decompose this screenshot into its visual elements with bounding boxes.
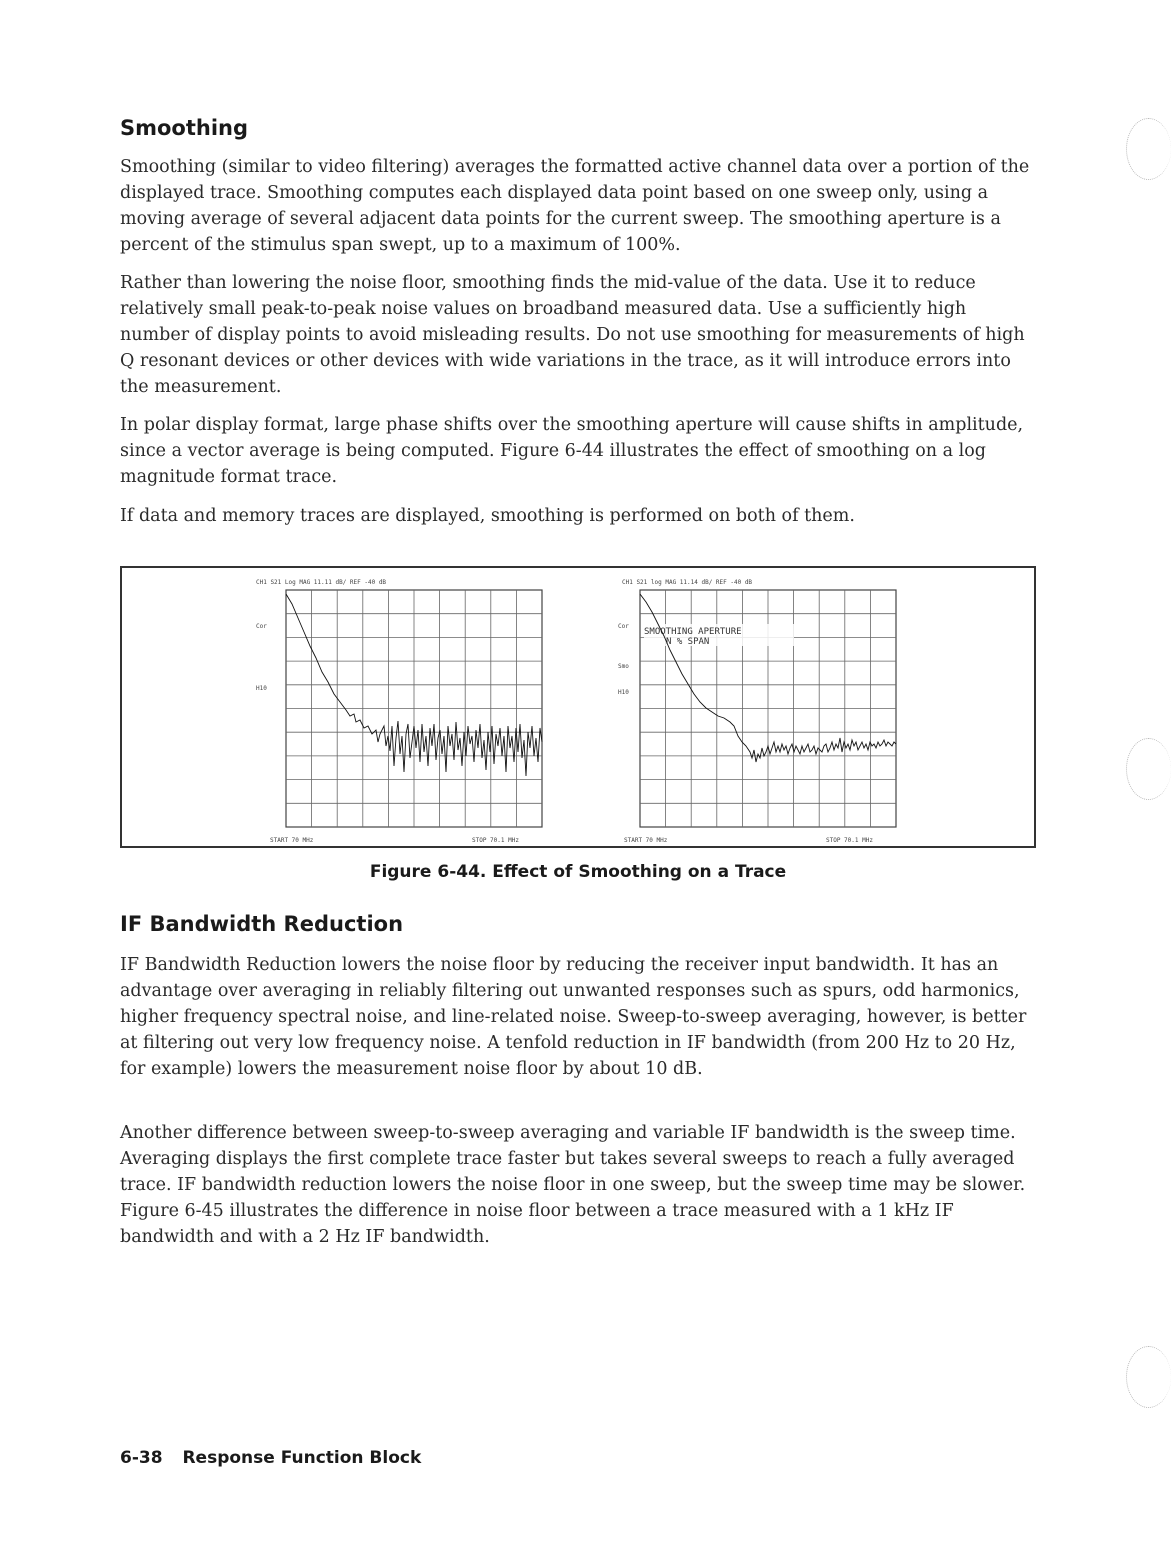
- binder-hole-top: [1126, 118, 1171, 180]
- right-side-label-h10: H10: [618, 689, 629, 696]
- left-stop-label: STOP 70.1 MHz: [472, 837, 519, 844]
- smoothing-aperture-value: N % SPAN: [666, 637, 710, 647]
- footer-section-title: Response Function Block: [182, 1448, 422, 1468]
- figure-6-44: [120, 566, 1036, 848]
- left-graticule: [286, 590, 542, 827]
- smoothing-paragraph-1: Smoothing (similar to video filtering) averages the formatted active channel data over a portion of the displayed trace. Smoothing computes each displayed data point based on one sweep only, using a moving average of several adjacent data points for the current sweep. The smoothing aperture is a percent of the stimulus span swept, up to a maximum of 100%.: [120, 157, 1030, 255]
- unsmoothed-trace-screen: [256, 576, 556, 846]
- binder-hole-bottom: [1126, 1346, 1171, 1408]
- if-bandwidth-heading: IF Bandwidth Reduction: [120, 912, 404, 936]
- left-side-label-h10: H10: [256, 685, 267, 692]
- page-number: 6-38: [120, 1448, 163, 1468]
- page-footer: [120, 1448, 435, 1468]
- smoothing-heading: Smoothing: [120, 116, 249, 140]
- smoothing-paragraph-2: Rather than lowering the noise floor, smoothing finds the mid-value of the data. Use it to reduce relatively small peak-to-peak noise values on broadband measured data. Use a sufficiently high number of display points to avoid misleading results. Do not use smoothing for measurements of high Q resonant devices or other devices with wide variations in the trace, as it will introduce errors into the measurement.: [120, 273, 1025, 397]
- right-start-label: START 70 MHz: [624, 837, 668, 844]
- right-side-label-cor: Cor: [618, 623, 629, 630]
- left-screen-header: CH1 S21 Log MAG 11.11 dB/ REF -40 dB: [256, 579, 387, 586]
- smoothed-trace-screen: [618, 576, 918, 846]
- if-bandwidth-paragraph-1: IF Bandwidth Reduction lowers the noise floor by reducing the receiver input bandwidth. It has an advantage over averaging in reliably filtering out unwanted responses such as spurs, odd harmonics, higher frequency spectral noise, and line-related noise. Sweep-to-sweep averaging, however, is better at filtering out very low frequency noise. A tenfold reduction in IF bandwidth (from 200 Hz to 20 Hz, for example) lowers the measurement noise floor by about 10 dB.: [120, 955, 1027, 1079]
- right-screen-header: CH1 S21 log MAG 11.14 dB/ REF -40 dB: [622, 579, 753, 586]
- binder-hole-middle: [1126, 738, 1171, 800]
- right-side-label-smo: Smo: [618, 663, 629, 670]
- left-side-label-cor: Cor: [256, 623, 267, 630]
- if-bandwidth-paragraph-2: Another difference between sweep-to-sweep averaging and variable IF bandwidth is the sweep time. Averaging displays the first complete trace faster but takes several sweeps to reach a fully averaged trace. IF bandwidth reduction lowers the noise floor in one sweep, but the sweep time may be slower. Figure 6-45 illustrates the difference in noise floor between a trace measured with a 1 kHz IF bandwidth and with a 2 Hz IF bandwidth.: [120, 1123, 1026, 1247]
- smoothing-paragraph-3: In polar display format, large phase shifts over the smoothing aperture will cause shifts in amplitude, since a vector average is being computed. Figure 6-44 illustrates the effect of smoothing on a log magnitude format trace.: [120, 415, 1024, 487]
- figure-caption: Figure 6-44. Effect of Smoothing on a Trace: [369, 862, 787, 882]
- smoothing-paragraph-4: If data and memory traces are displayed, smoothing is performed on both of them.: [120, 506, 855, 526]
- right-stop-label: STOP 70.1 MHz: [826, 837, 873, 844]
- smoothing-aperture-label: SMOOTHING APERTURE: [644, 627, 742, 637]
- left-start-label: START 70 MHz: [270, 837, 314, 844]
